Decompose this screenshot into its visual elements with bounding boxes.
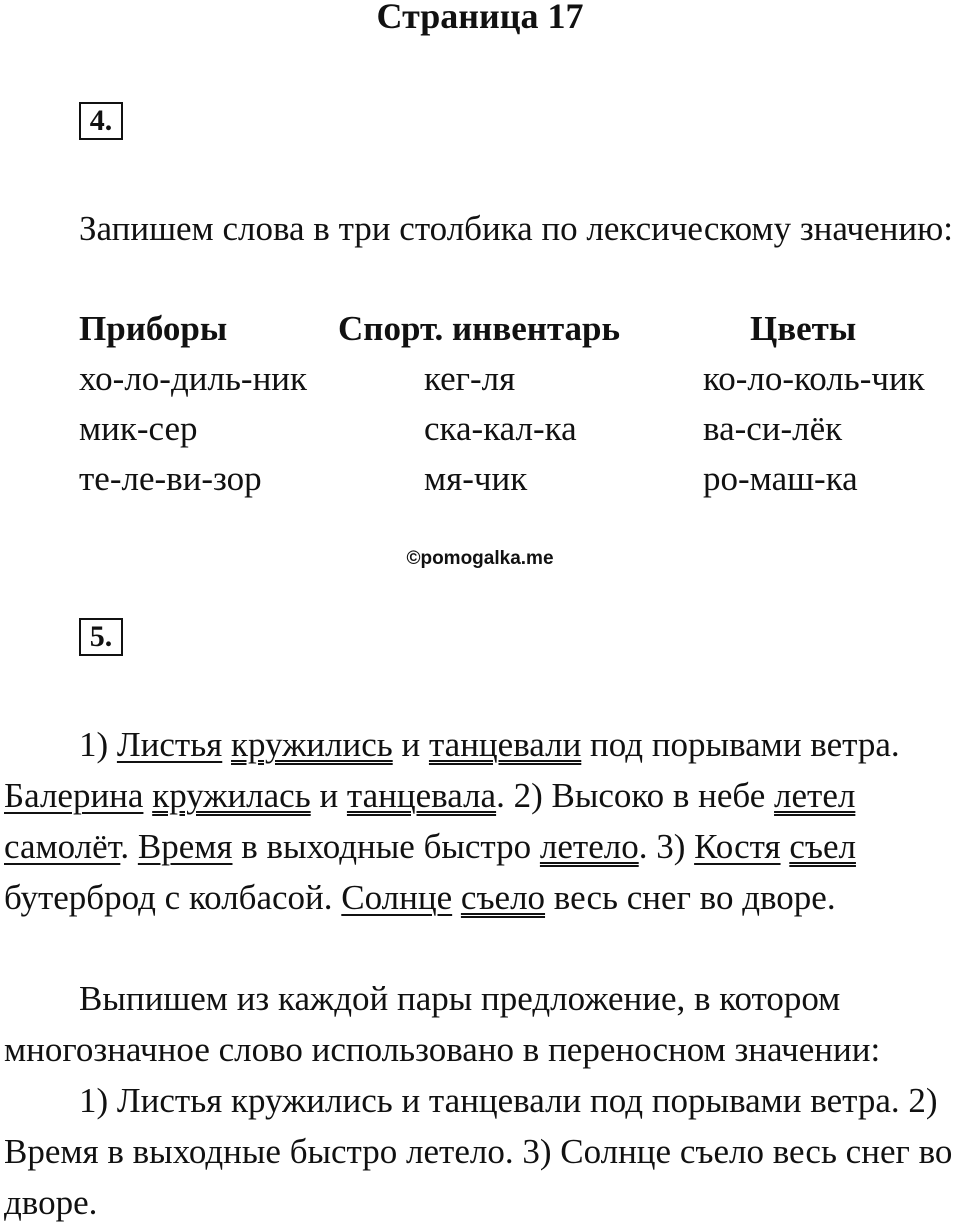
predicate-word: летело xyxy=(539,827,639,866)
task-5-sentences: 1) Листья кружились и танцевали под порывами ветра. Балерина кружилась и танцевала. 2) Высоко в небе летел самолёт. Время в выходные быстро летело. 3) Костя съел бутерброд с колбасой. Солнце съело весь снег во дворе. xyxy=(4,725,900,917)
word-cell: ва-си-лёк xyxy=(703,409,843,448)
task-5-number: 5. xyxy=(79,618,123,656)
column-header-sport: Спорт. инвентарь xyxy=(338,309,621,348)
word-cell: те-ле-ви-зор xyxy=(79,459,262,498)
predicate-word: летел xyxy=(774,776,856,815)
page-title: Страница 17 xyxy=(376,0,584,36)
task-5-answer: 1) Листья кружились и танцевали под порывами ветра. 2) Время в выходные быстро летело. 3) Солнце съело весь снег во дворе. xyxy=(4,1081,953,1222)
column-header-devices: Приборы xyxy=(79,309,228,348)
column-header-flowers: Цветы xyxy=(750,309,857,348)
word-cell: ко-ло-коль-чик xyxy=(703,359,925,398)
subject-word: самолёт xyxy=(4,827,121,866)
predicate-word: съел xyxy=(789,827,856,866)
subject-word: Листья xyxy=(116,725,223,764)
subject-word: Балерина xyxy=(4,776,144,815)
word-cell: мик-сер xyxy=(79,409,198,448)
predicate-word: кружилась xyxy=(152,776,311,815)
subject-word: Солнце xyxy=(341,878,453,917)
predicate-word: танцевали xyxy=(428,725,582,764)
word-cell: ро-маш-ка xyxy=(703,459,858,498)
predicate-word: съело xyxy=(460,878,546,917)
word-cell: ска-кал-ка xyxy=(424,409,577,448)
task-5-instruction: Выпишем из каждой пары предложение, в котором многозначное слово использовано в переносном значении: xyxy=(4,979,881,1069)
subject-word: Время xyxy=(137,827,233,866)
word-cell: мя-чик xyxy=(424,459,528,498)
subject-word: Костя xyxy=(694,827,781,866)
word-cell: кег-ля xyxy=(424,359,516,398)
predicate-word: кружились xyxy=(231,725,393,764)
word-cell: хо-ло-диль-ник xyxy=(79,359,308,398)
task-4-intro: Запишем слова в три столбика по лексическому значению: xyxy=(79,209,953,248)
task-4-number: 4. xyxy=(79,102,123,140)
predicate-word: танцевала xyxy=(346,776,497,815)
watermark: ©pomogalka.me xyxy=(406,548,554,569)
